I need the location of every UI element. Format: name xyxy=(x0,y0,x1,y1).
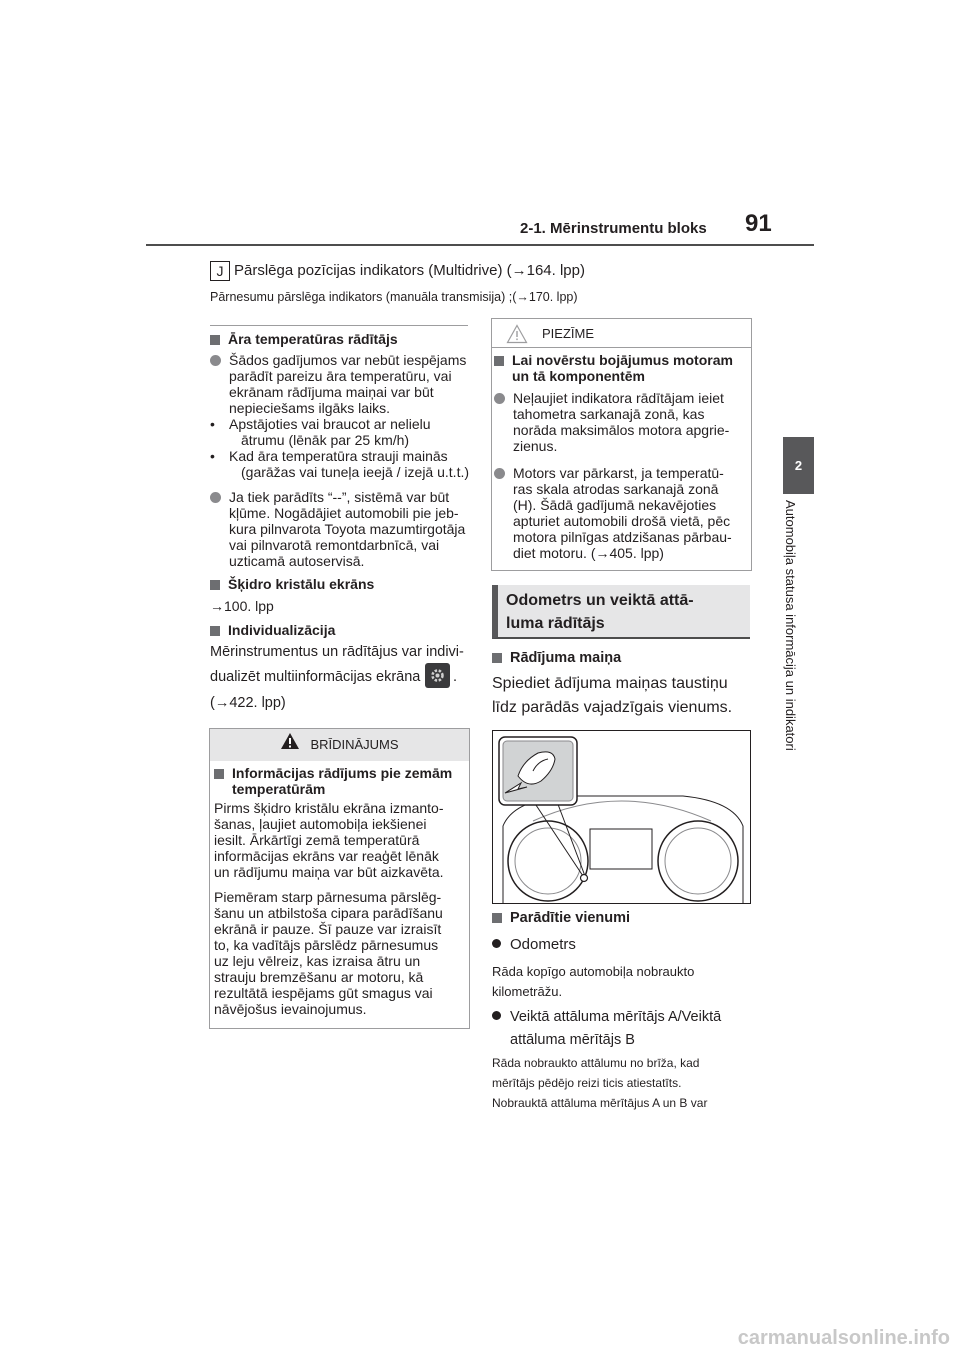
customization-heading xyxy=(210,622,335,638)
note-text-1 xyxy=(494,390,749,454)
label-j-box: J xyxy=(210,261,230,281)
note-text-2 xyxy=(494,465,749,561)
settings-gear-icon xyxy=(425,663,450,688)
bullet-icon xyxy=(492,939,501,948)
instrument-cluster-illustration xyxy=(492,730,751,904)
round-bullet-icon xyxy=(494,393,505,404)
round-bullet-icon xyxy=(210,492,221,503)
text-line: Piemēram starp pārnesuma pārslēg- xyxy=(214,889,442,905)
warning-triangle-icon xyxy=(280,730,300,762)
text-line: apturiet automobili drošā vietā, pēc xyxy=(513,513,731,529)
note-subheading xyxy=(494,352,733,384)
text-line: uz leju vēlreiz, kas izraisa ātru un xyxy=(214,953,421,969)
text-line: šanas, ļaujiet automobiļa iekšienei xyxy=(214,816,427,832)
outside-temp-heading xyxy=(210,331,398,347)
text-line: temperatūrām xyxy=(232,781,326,797)
square-bullet-icon xyxy=(492,653,502,663)
text-line: Lai novērstu bojājumus motoram xyxy=(512,352,733,368)
text-line: tahometra sarkanajā zonā, kas xyxy=(513,406,705,422)
page-number: 91 xyxy=(745,210,772,237)
note-triangle-icon xyxy=(506,324,528,349)
display-change-line-2: līdz parādās vajadzīgais vienums. xyxy=(492,699,733,716)
warning-header xyxy=(210,729,469,761)
text-line: (garāžas vai tuneļa ieejā / izejā u.t.t.) xyxy=(241,464,470,480)
odometer-section-title xyxy=(492,585,750,639)
shown-items-heading xyxy=(492,910,630,926)
text-line: kilometrāžu. xyxy=(492,984,563,999)
customization-line-1: Mērinstrumentus un rādītājus var indivi- xyxy=(210,644,464,660)
bullet-icon xyxy=(492,1011,501,1020)
text-line: parādīt pareizu āra temperatūru, vai xyxy=(229,368,452,384)
text-line: Motors var pārkarst, ja temperatū- xyxy=(513,465,724,481)
square-bullet-icon xyxy=(214,769,224,779)
text-line: Neļaujiet indikatora rādītājam ieiet xyxy=(513,390,724,406)
text-line: (H). Šādā gadījumā nekavējoties xyxy=(513,497,717,513)
text-line: Pirms šķidro kristālu ekrāna izmanto- xyxy=(214,800,444,816)
text-line: Ja tiek parādīts “--”, sistēmā var būt xyxy=(229,489,450,505)
display-change-heading xyxy=(492,650,621,666)
square-bullet-icon xyxy=(492,913,502,923)
text-line: Kad āra temperatūra strauji mainās xyxy=(229,448,448,464)
lcd-title: Šķidro kristālu ekrāns xyxy=(228,576,375,592)
customization-ref: (→422. lpp) xyxy=(210,695,286,711)
text-line: dualizēt multiinformācijas ekrāna xyxy=(210,669,421,685)
text-line: Veiktā attāluma mērītājs A/Veiktā xyxy=(510,1009,722,1025)
square-bullet-icon xyxy=(494,356,504,366)
text-line: uzticamā autoservisā. xyxy=(229,553,365,569)
text-line: attāluma mērītājs B xyxy=(510,1032,635,1048)
lcd-ref: →100. lpp xyxy=(210,598,274,614)
text-line: zienus. xyxy=(513,438,558,454)
text-line: Informācijas rādījums pie zemām xyxy=(232,765,453,781)
text-line: informācijas ekrāns var reaģēt lēnāk xyxy=(214,848,439,864)
square-bullet-icon xyxy=(210,335,220,345)
warning-text-1 xyxy=(214,800,469,880)
text-line: un rādījumu maiņa var būt aizkavēta. xyxy=(214,864,444,880)
outside-temp-text-2 xyxy=(210,489,472,569)
shift-indicator-line: Pārslēga pozīcijas indikators (Multidrive) (→164. lpp) xyxy=(234,262,585,279)
text-line: norāda maksimālos motora apgrie- xyxy=(513,422,730,438)
square-bullet-icon xyxy=(210,626,220,636)
text-line: vai pilnvarotā remontdarbnīcā, vai xyxy=(229,537,440,553)
text-line: iesilt. Ārkārtīgi zemā temperatūrā xyxy=(214,832,420,848)
note-title: PIEZĪME xyxy=(542,326,595,341)
text-line: Apstājoties vai braucot ar nelielu xyxy=(229,416,431,432)
display-change-title: Rādījuma maiņa xyxy=(510,650,622,666)
text-line: diet motoru. (→405. lpp) xyxy=(513,545,664,561)
outside-temp-text-1 xyxy=(210,352,472,480)
lcd-heading xyxy=(210,576,374,592)
chapter-tab: 2 xyxy=(783,437,814,494)
round-bullet-icon xyxy=(494,468,505,479)
text-line: Odometrs un veiktā attā- xyxy=(506,592,694,609)
text-line: nepieciešams ilgāks laiks. xyxy=(229,400,391,416)
text-line: Odometrs xyxy=(510,936,576,953)
text-line: Nobrauktā attāluma mērītājus A un B var xyxy=(492,1096,708,1110)
text-line: šanu un atbilstoša cipara parādīšanu xyxy=(214,905,443,921)
display-change-line-1: Spiediet ādījuma maiņas taustiņu xyxy=(492,675,728,692)
trip-meter-item xyxy=(492,1006,721,1052)
note-box xyxy=(491,318,752,571)
list-item xyxy=(210,448,472,464)
customization-title: Individualizācija xyxy=(228,622,336,638)
text-line: nāvējošus ievainojumus. xyxy=(214,1001,367,1017)
text-line: mērītājs pēdējo reizi ticis atiestatīts. xyxy=(492,1076,682,1090)
section-title: 2-1. Mērinstrumentu bloks xyxy=(520,220,707,237)
customization-line-2: dualizēt multiinformācijas ekrāna . xyxy=(210,669,420,685)
text-line: ras skala atrodas sarkanajā zonā xyxy=(513,481,719,497)
text-line: kura pilnvarota Toyota mazumtirgotāja xyxy=(229,521,466,537)
warning-title: BRĪDINĀJUMS xyxy=(310,737,399,752)
text-line: to, ka vadītājs pārslēdz pārnesumus xyxy=(214,937,439,953)
text-line: ekrānā ir pauze. Šī pauze var izraisīt xyxy=(214,921,442,937)
warning-text-2 xyxy=(214,889,469,1017)
gear-indicator-line: Pārnesumu pārslēga indikators (manuāla transmisija) ;(→170. lpp) xyxy=(210,290,578,304)
text-line: luma rādītājs xyxy=(506,615,605,632)
odometer-item xyxy=(492,936,576,953)
text-line: Šādos gadījumos var nebūt iespējams xyxy=(229,352,467,368)
left-divider xyxy=(210,325,468,326)
text-line: motora pilnīgas atdzišanas pārbau- xyxy=(513,529,732,545)
odometer-desc xyxy=(492,962,694,1002)
text-line: un tā komponentēm xyxy=(512,368,646,384)
square-bullet-icon xyxy=(210,580,220,590)
shown-items-title: Parādītie vienumi xyxy=(510,910,631,926)
watermark-footer: carmanualsonline.info xyxy=(737,1327,950,1349)
text-line: ātrumu (lēnāk par 25 km/h) xyxy=(241,432,410,448)
chapter-side-text: Automobiļa statusa informācija un indikatori xyxy=(783,500,798,751)
header-divider xyxy=(146,244,814,246)
warning-subheading xyxy=(214,765,469,797)
text-line: rezultātā iespējams gūt smagus vai xyxy=(214,985,433,1001)
trip-meter-desc xyxy=(492,1053,707,1113)
list-item xyxy=(210,416,472,432)
warning-box xyxy=(209,728,470,1029)
text-line: strauju bremzēšanu ar motoru, kā xyxy=(214,969,424,985)
note-header-rule xyxy=(492,347,751,348)
text-line: Rāda kopīgo automobiļa nobraukto xyxy=(492,964,695,979)
text-line: Rāda nobraukto attālumu no brīža, kad xyxy=(492,1056,700,1070)
round-bullet-icon xyxy=(210,355,221,366)
outside-temp-title: Āra temperatūras rādītājs xyxy=(228,331,398,347)
text-line: ekrānam rādījuma maiņai var būt xyxy=(229,384,434,400)
note-header xyxy=(492,319,751,349)
text-line: kļūme. Nogādājiet automobili pie jeb- xyxy=(229,505,459,521)
